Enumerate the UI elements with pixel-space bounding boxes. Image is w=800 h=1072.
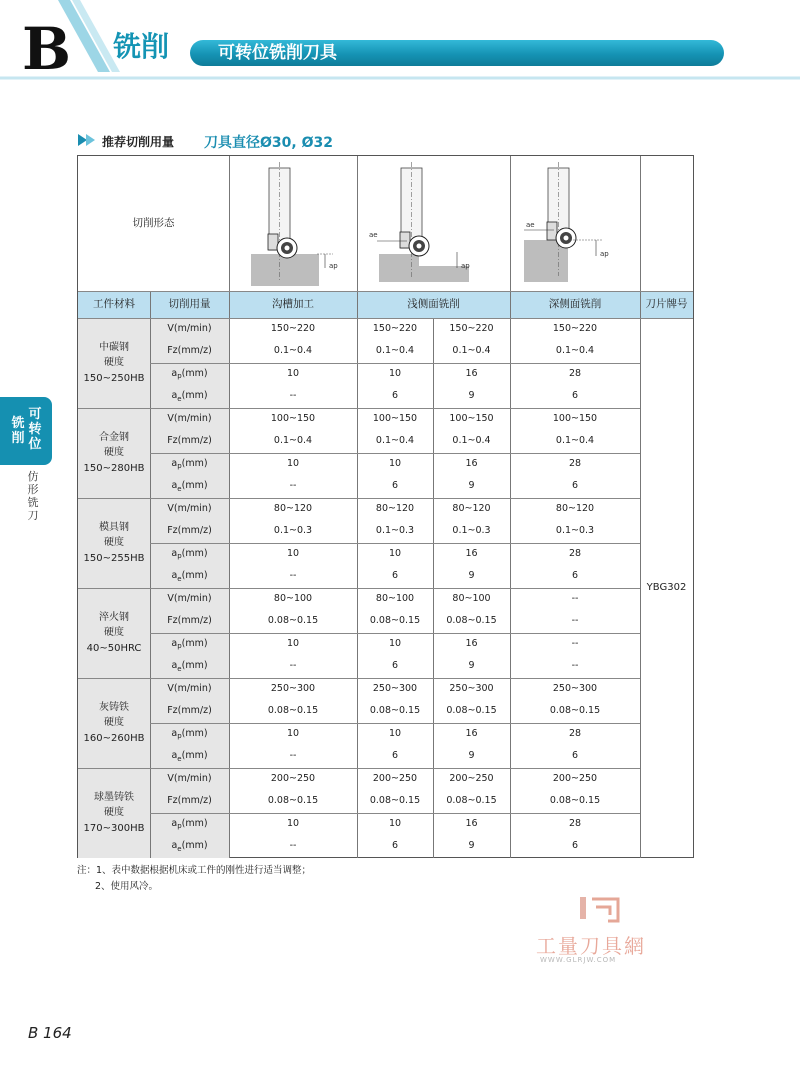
param-label: V(m/min)	[167, 772, 212, 784]
param-subscript: p	[177, 732, 182, 741]
table-cell: 10	[286, 547, 300, 559]
param-label: Fz(mm/z)	[167, 345, 212, 357]
diagram-label: 切削形态	[132, 217, 175, 230]
table-cell: 9	[468, 750, 475, 762]
table-cell: 0.1~0.4	[555, 345, 595, 357]
material-cell: 模具钢 硬度 150~255HB	[83, 521, 145, 564]
deep-side-milling-diagram	[510, 156, 640, 291]
table-cell: 0.08~0.15	[446, 705, 497, 717]
table-cell: 10	[286, 817, 300, 829]
section-label: 推荐切削用量	[102, 135, 175, 149]
ap-label-2: ap	[461, 262, 470, 270]
param-label: Fz(mm/z)	[167, 795, 212, 807]
table-cell: 150~220	[372, 322, 418, 334]
header-groove: 沟槽加工	[272, 298, 314, 311]
table-cell: 80~100	[375, 592, 415, 604]
param-label: a e (mm)	[171, 660, 208, 673]
param-label: a e (mm)	[171, 750, 208, 763]
table-cell: 0.08~0.15	[267, 705, 319, 717]
vline-deep-end	[640, 156, 641, 858]
table-cell: 16	[465, 457, 478, 469]
table-cell: --	[571, 637, 579, 649]
table-cell: 0.08~0.15	[446, 615, 497, 627]
watermark-url: WWW.GLRJW.COM	[540, 956, 617, 964]
table-cell: 0.08~0.15	[369, 705, 421, 717]
header-grade: 刀片牌号	[645, 298, 688, 311]
section-subtitle: 刀具直径Ø30, Ø32	[204, 135, 333, 151]
table-cell: 10	[286, 727, 300, 739]
table-cell: 80~120	[452, 502, 491, 514]
param-subscript: e	[177, 394, 182, 403]
param-subscript: e	[177, 844, 182, 853]
table-cell: 6	[571, 570, 579, 582]
table-cell: 80~120	[375, 502, 415, 514]
table-cell: 200~250	[449, 772, 494, 784]
table-cell: 0.1~0.4	[273, 345, 313, 357]
param-subscript: p	[177, 462, 182, 471]
table-cell: 0.1~0.4	[273, 435, 313, 447]
table-cell: 150~220	[270, 322, 316, 334]
table-cell: 10	[286, 457, 300, 469]
table-cell: 9	[468, 660, 475, 672]
table-cell: 9	[468, 480, 475, 492]
table-cell: --	[571, 615, 579, 627]
table-cell: 100~150	[449, 412, 494, 424]
param-label: a p (mm)	[171, 817, 208, 831]
side-subsection-label: 仿形铣刀	[27, 470, 39, 522]
table-cell: 250~300	[449, 682, 494, 694]
table-cell: --	[289, 750, 297, 762]
table-cell: 16	[465, 367, 478, 379]
table-cell: 9	[468, 390, 475, 402]
table-cell: 0.1~0.4	[555, 435, 595, 447]
ae-label-2: ae	[526, 221, 535, 229]
table-cell: 28	[568, 367, 582, 379]
material-cell: 球墨铸铁 硬度 170~300HB	[83, 791, 145, 834]
param-subscript: p	[177, 372, 182, 381]
table-cell: 0.08~0.15	[267, 795, 319, 807]
side-chapter-tab[interactable]	[0, 397, 52, 465]
table-cell: 28	[568, 727, 582, 739]
table-cell: --	[571, 660, 579, 672]
table-cell: 0.1~0.3	[375, 525, 415, 537]
param-subscript: e	[177, 484, 182, 493]
table-cell: 80~100	[452, 592, 491, 604]
table-cell: 10	[286, 637, 300, 649]
table-cell: 0.08~0.15	[369, 615, 421, 627]
param-label: V(m/min)	[167, 502, 212, 514]
param-label: a p (mm)	[171, 727, 208, 741]
table-cell: 6	[571, 390, 579, 402]
table-cell: 10	[388, 547, 402, 559]
table-cell: 100~150	[270, 412, 316, 424]
param-label: a e (mm)	[171, 570, 208, 583]
table-cell: --	[289, 840, 297, 852]
table-cell: --	[289, 660, 297, 672]
table-cell: 100~150	[372, 412, 418, 424]
table-cell: 9	[468, 570, 475, 582]
groove-milling-diagram	[229, 156, 357, 291]
table-cell: 16	[465, 727, 478, 739]
table-cell: 6	[391, 660, 399, 672]
table-cell: 6	[391, 840, 399, 852]
table-cell: 10	[286, 367, 300, 379]
param-label: Fz(mm/z)	[167, 615, 212, 627]
table-cell: 100~150	[552, 412, 598, 424]
material-cell: 中碳钢 硬度 150~250HB	[83, 341, 145, 384]
table-cell: --	[289, 390, 297, 402]
table-cell: 6	[571, 840, 579, 852]
table-cell: 250~300	[372, 682, 418, 694]
table-cell: 10	[388, 637, 402, 649]
param-subscript: e	[177, 754, 182, 763]
table-cell: 6	[391, 570, 399, 582]
table-cell: 6	[391, 750, 399, 762]
table-cell: --	[571, 592, 579, 604]
table-cell: 0.08~0.15	[549, 795, 601, 807]
param-label: Fz(mm/z)	[167, 435, 212, 447]
table-cell: 6	[391, 390, 399, 402]
watermark-logo-icon	[578, 895, 624, 925]
double-arrow-icon	[78, 134, 98, 146]
table-cell: 0.08~0.15	[267, 615, 319, 627]
param-label: V(m/min)	[167, 322, 212, 334]
table-cell: 150~220	[449, 322, 494, 334]
material-cell: 合金钢 硬度 150~280HB	[83, 431, 145, 474]
ae-label-1: ae	[369, 231, 378, 239]
page-title: 可转位铣削刀具	[218, 43, 337, 63]
table-cell: 6	[391, 480, 399, 492]
table-cell: 80~120	[555, 502, 595, 514]
param-label: a p (mm)	[171, 547, 208, 561]
table-cell: 6	[571, 750, 579, 762]
table-cell: 16	[465, 637, 478, 649]
table-cell: 0.1~0.3	[273, 525, 313, 537]
table-cell: 200~250	[270, 772, 316, 784]
insert-grade: YBG302	[646, 582, 687, 594]
table-cell: 0.1~0.4	[452, 435, 491, 447]
chapter-letter: B	[22, 15, 72, 83]
table-cell: 0.1~0.4	[452, 345, 491, 357]
table-cell: 16	[465, 547, 478, 559]
param-label: Fz(mm/z)	[167, 525, 212, 537]
table-cell: 10	[388, 367, 402, 379]
table-cell: 0.08~0.15	[369, 795, 421, 807]
param-label: a e (mm)	[171, 390, 208, 403]
param-subscript: p	[177, 822, 182, 831]
table-cell: 80~120	[273, 502, 313, 514]
header-material: 工件材料	[93, 298, 135, 311]
table-cell: 28	[568, 457, 582, 469]
table-cell: 10	[388, 817, 402, 829]
table-cell: 200~250	[372, 772, 418, 784]
header-deep: 深侧面铣削	[548, 298, 602, 311]
param-label: a p (mm)	[171, 367, 208, 381]
table-cell: 28	[568, 817, 582, 829]
table-cell: 250~300	[270, 682, 316, 694]
table-cell: 200~250	[552, 772, 598, 784]
table-cell: 0.1~0.3	[555, 525, 595, 537]
table-cell: --	[289, 480, 297, 492]
param-label: Fz(mm/z)	[167, 705, 212, 717]
table-cell: 0.1~0.4	[375, 435, 415, 447]
side-tab-label-1: 铣削	[11, 416, 25, 446]
param-label: a p (mm)	[171, 457, 208, 471]
material-cell: 灰铸铁 硬度 160~260HB	[83, 701, 145, 744]
note-1: 注：1、表中数据根据机床或工件的刚性进行适当调整；	[77, 865, 312, 876]
hline-header-top	[78, 291, 693, 292]
table-cell: 0.1~0.3	[452, 525, 491, 537]
param-label: a e (mm)	[171, 480, 208, 493]
table-cell: 9	[468, 840, 475, 852]
ap-label-1: ap	[329, 262, 338, 270]
table-cell: 10	[388, 727, 402, 739]
param-subscript: p	[177, 552, 182, 561]
table-cell: --	[289, 570, 297, 582]
param-label: V(m/min)	[167, 682, 212, 694]
table-cell: 80~100	[273, 592, 313, 604]
param-subscript: e	[177, 664, 182, 673]
page-number: B 164	[28, 1024, 72, 1042]
note-2: 2、使用风冷。	[95, 881, 159, 892]
table-cell: 6	[571, 480, 579, 492]
param-subscript: e	[177, 574, 182, 583]
param-label: a e (mm)	[171, 840, 208, 853]
param-label: a p (mm)	[171, 637, 208, 651]
table-cell: 250~300	[552, 682, 598, 694]
param-label: V(m/min)	[167, 592, 212, 604]
chapter-title: 铣削	[113, 30, 170, 63]
header-shallow: 浅侧面铣削	[407, 298, 460, 311]
table-cell: 0.1~0.4	[375, 345, 415, 357]
header-param: 切削用量	[168, 298, 211, 311]
table-cell: 16	[465, 817, 478, 829]
table-cell: 0.08~0.15	[446, 795, 497, 807]
cutting-parameters-table	[77, 155, 694, 858]
param-subscript: p	[177, 642, 182, 651]
side-tab-label-2: 可转位	[28, 407, 42, 452]
table-cell: 28	[568, 547, 582, 559]
ap-label-3: ap	[600, 250, 609, 258]
table-cell: 10	[388, 457, 402, 469]
shallow-side-milling-diagram	[357, 156, 510, 291]
table-cell: 150~220	[552, 322, 598, 334]
watermark-text: 工量刀具網	[536, 934, 646, 958]
param-label: V(m/min)	[167, 412, 212, 424]
table-cell: 0.08~0.15	[549, 705, 601, 717]
material-cell: 淬火钢 硬度40~50HRC	[86, 611, 142, 654]
